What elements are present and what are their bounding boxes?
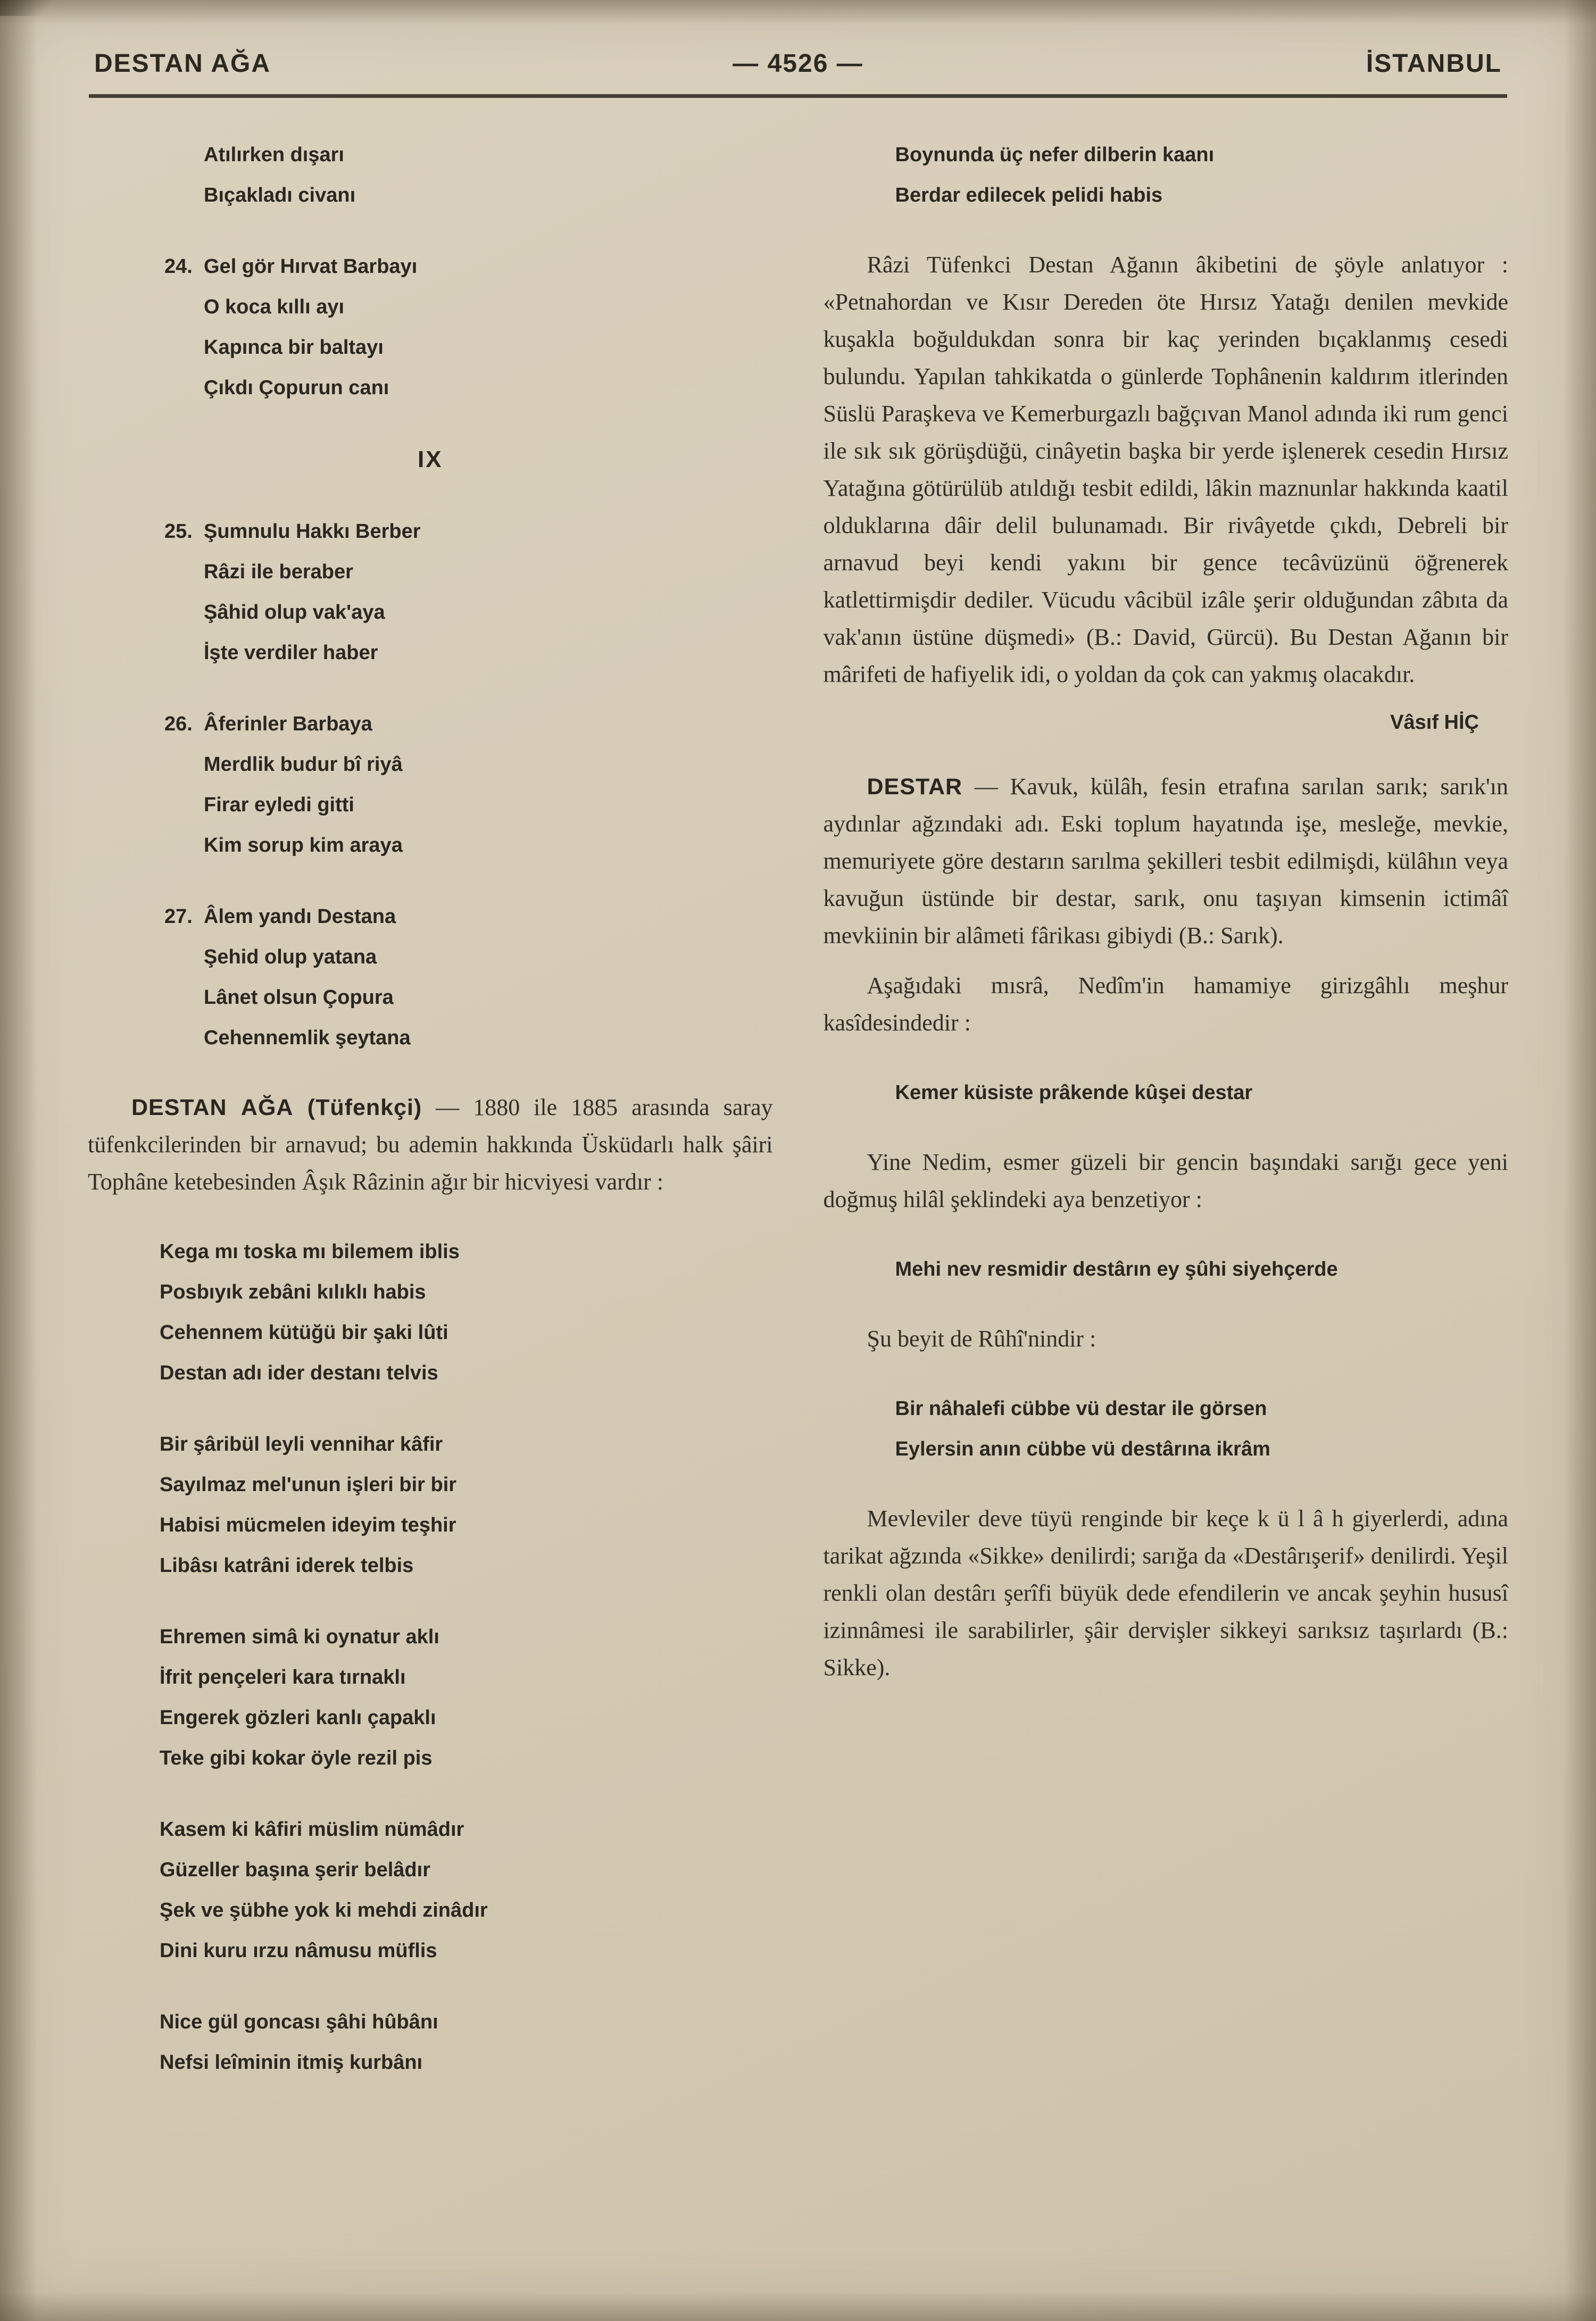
verse-line: Kasem ki kâfiri müslim nümâdır bbox=[160, 1818, 464, 1841]
verse-line: Râzi ile beraber bbox=[204, 561, 353, 583]
verse-line: Bir nâhalefi cübbe vü destar ile görsen bbox=[895, 1397, 1267, 1420]
verse-line: Şehid olup yatana bbox=[204, 946, 377, 968]
verse-line: Kega mı toska mı bilemem iblis bbox=[160, 1241, 460, 1263]
verse-line: Cehennem kütüğü bir şaki lûti bbox=[160, 1321, 448, 1344]
header-rule bbox=[89, 94, 1507, 98]
paragraph-text: — Kavuk, külâh, fesin etrafına sarılan sarık; sarık'ın aydınlar ağzındaki adı. Eski toplum hayatında işe, mesleğe, mevkie, memuriyete göre destarın sarılma şekilleri tesbit edilmişdi, külâhın veya kavuğun üstünde bir destar, sarık, onu taşıyan kimsenin ictimâî mevkiinin bir alâmeti fârikası gibiydi (B.: Sarık). bbox=[823, 773, 1508, 949]
verse-block bbox=[204, 135, 773, 215]
scan-shadow-top bbox=[0, 0, 1596, 24]
header-page-number: — 4526 — bbox=[733, 49, 863, 78]
paragraph-text: Râzi Tüfenkci Destan Ağanın âkibetini de şöyle anlatıyor : «Petnahordan ve Kısır Dereden öte Hırsız Yatağı denilen mevkide kuşakla boğuldukdan sonra bir kaç yerinden bıçaklanmış cesedi bulundu. Yapılan tahkikatda o günlerde Tophânenin kaldırım itlerinden Süslü Paraşkeva ve Kemerburgazlı bağçıvan Manol adında iki rum genci ile sık sık görüşdüğü, cinâyetin başka bir yerde işlenerek cesedin Hırsız Yatağına götürülüb atıldığı tesbit edildi, lâkin maznunlar hakkında kaatil olduklarına dâir delil bulunamadı. Bir rivâyetde çıkdı, Debreli bir arnavud beyi kendi yakını bir gence tecâvüzünü öğrenerek katlettirmişdir dediler. Vücudu vâcibül izâle şerir olduğundan zâbıta da vak'anın üstüne düşmedi» (B.: David, Gürcü). Bu Destan Ağanın bir mârifeti de hafiyelik idi, o yoldan da çok can yakmış olacakdır. bbox=[823, 252, 1508, 687]
verse-line: Sayılmaz mel'unun işleri bir bir bbox=[160, 1474, 457, 1496]
right-column bbox=[824, 127, 1509, 2114]
verse-number: 24. bbox=[164, 255, 193, 278]
verse-line: Şâhid olup vak'aya bbox=[204, 601, 385, 623]
verse-line: İşte verdiler haber bbox=[204, 642, 378, 664]
verse-number: 27. bbox=[164, 905, 193, 928]
verse-block bbox=[160, 1809, 773, 1971]
verse-line: Çıkdı Çopurun canı bbox=[204, 377, 389, 399]
scan-shadow-right bbox=[1564, 0, 1596, 2321]
verse-block bbox=[895, 1388, 1509, 1469]
paragraph-text: Mevleviler deve tüyü renginde bir keçe k ü l â h giyerlerdi, adına tarikat ağzında «Sikke» denilirdi; sarığa da «Destârışerif» denilirdi. Yeşil renkli olan destârı şerîfi büyük dede efendilerin ve ancak şeyhin hususî izinnâmesi ile sarabilirler, şâir dervişler sikkeyi sarıksız taşırlardı (B.: Sikke). bbox=[823, 1505, 1508, 1681]
verse-number: 25. bbox=[164, 520, 193, 543]
verse-block bbox=[895, 1249, 1509, 1290]
verse-block bbox=[164, 511, 773, 673]
verse-line: Nice gül goncası şâhi hûbânı bbox=[160, 2011, 438, 2033]
verse-line: Posbıyık zebâni kılıklı habis bbox=[160, 1281, 426, 1303]
verse-line: Firar eyledi gitti bbox=[204, 794, 354, 816]
verse-line: Âferinler Barbaya bbox=[204, 713, 372, 735]
verse-line: Destan adı ider destanı telvis bbox=[160, 1362, 438, 1384]
verse-block bbox=[895, 135, 1509, 215]
verse-number: 26. bbox=[164, 713, 193, 735]
two-column-body bbox=[88, 98, 1508, 2114]
verse-line: Kemer küsiste prâkende kûşei destar bbox=[895, 1082, 1253, 1104]
verse-line: Lânet olsun Çopura bbox=[204, 986, 394, 1009]
verse-line: Berdar edilecek pelidi habis bbox=[895, 184, 1163, 206]
verse-line: Bıçakladı civanı bbox=[204, 184, 356, 206]
verse-line: Güzeller başına şerir belâdır bbox=[160, 1859, 430, 1881]
verse-line: Eylersin anın cübbe vü destârına ikrâm bbox=[895, 1438, 1270, 1460]
verse-line: Nefsi leîminin itmiş kurbânı bbox=[160, 2051, 423, 2074]
entry-title: DESTAR bbox=[867, 774, 963, 800]
paragraph-text: Yine Nedim, esmer güzeli bir gencin başındaki sarığı gece yeni doğmuş hilâl şeklindeki aya benzetiyor : bbox=[823, 1149, 1508, 1212]
entry-title: DESTAN AĞA (Tüfenkçi) bbox=[131, 1095, 422, 1120]
verse-line: Ehremen simâ ki oynatur aklı bbox=[160, 1626, 439, 1648]
header-volume-title: İSTANBUL bbox=[1366, 49, 1502, 78]
verse-block bbox=[895, 1072, 1509, 1113]
header-entry-title: DESTAN AĞA bbox=[94, 49, 271, 78]
verse-line: Libâsı katrâni iderek telbis bbox=[160, 1554, 414, 1577]
verse-line: Kapınca bir baltayı bbox=[204, 336, 384, 359]
paragraph bbox=[824, 768, 1509, 954]
verse-block bbox=[160, 1617, 773, 1778]
verse-block bbox=[164, 704, 773, 866]
verse-line: Habisi mücmelen ideyim teşhir bbox=[160, 1514, 456, 1536]
scan-shadow-bottom bbox=[0, 2292, 1596, 2321]
scan-corner-artifact bbox=[0, 0, 64, 16]
verse-block bbox=[164, 896, 773, 1058]
verse-line: Merdlik budur bî riyâ bbox=[204, 753, 403, 776]
verse-line: Şumnulu Hakkı Berber bbox=[204, 520, 421, 543]
verse-line: Boynunda üç nefer dilberin kaanı bbox=[895, 144, 1215, 166]
scan-shadow-left bbox=[0, 0, 37, 2321]
left-column bbox=[88, 127, 773, 2114]
paragraph bbox=[824, 246, 1509, 693]
verse-line: Bir şâribül leyli vennihar kâfir bbox=[160, 1433, 443, 1455]
paragraph bbox=[824, 1500, 1509, 1686]
paragraph-text: Aşağıdaki mısrâ, Nedîm'in hamamiye girizgâhlı meşhur kasîdesindedir : bbox=[823, 972, 1508, 1036]
paragraph bbox=[824, 1144, 1509, 1218]
verse-line: Mehi nev resmidir destârın ey şûhi siyehçerde bbox=[895, 1258, 1338, 1280]
section-heading: IX bbox=[417, 446, 443, 472]
author-signature: Vâsıf HİÇ bbox=[1390, 711, 1479, 734]
paragraph-text: Şu beyit de Rûhî'nindir : bbox=[867, 1326, 1096, 1352]
verse-line: Şek ve şübhe yok ki mehdi zinâdır bbox=[160, 1899, 488, 1921]
verse-line: Cehennemlik şeytana bbox=[204, 1027, 411, 1049]
verse-line: Gel gör Hırvat Barbayı bbox=[204, 255, 418, 278]
verse-line: O koca kıllı ayı bbox=[204, 296, 345, 318]
verse-line: Teke gibi kokar öyle rezil pis bbox=[160, 1747, 433, 1769]
verse-line: Kim sorup kim araya bbox=[204, 834, 403, 856]
verse-block bbox=[160, 1424, 773, 1586]
verse-line: Atılırken dışarı bbox=[204, 144, 344, 166]
verse-line: İfrit pençeleri kara tırnaklı bbox=[160, 1666, 406, 1688]
verse-line: Dini kuru ırzu nâmusu müflis bbox=[160, 1940, 437, 1962]
paragraph-text: — 1880 ile 1885 arasında saray tüfenkcilerinden bir arnavud; bu ademin hakkında Üsküdarlı halk şâiri Tophâne ketebesinden Âşık Râzinin ağır bir hicviyesi vardır : bbox=[88, 1094, 773, 1195]
paragraph bbox=[824, 1320, 1509, 1358]
verse-block bbox=[164, 246, 773, 408]
verse-block bbox=[160, 2002, 773, 2083]
verse-block bbox=[160, 1232, 773, 1393]
verse-line: Âlem yandı Destana bbox=[204, 905, 396, 928]
verse-line: Engerek gözleri kanlı çapaklı bbox=[160, 1707, 436, 1729]
paragraph bbox=[824, 967, 1509, 1042]
paragraph bbox=[88, 1089, 773, 1201]
page-header bbox=[88, 27, 1508, 94]
